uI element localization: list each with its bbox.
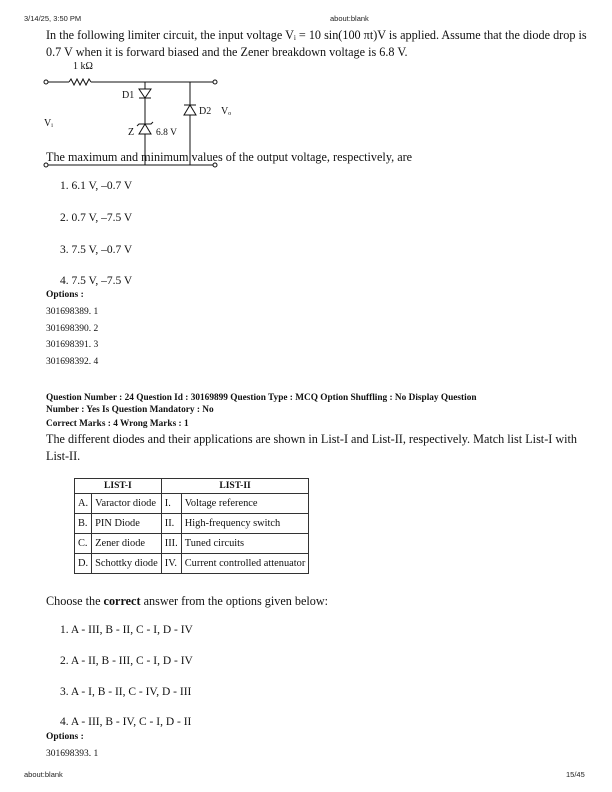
vin-label: Vᵢ bbox=[44, 118, 53, 129]
q23-options-label: Options : bbox=[46, 290, 84, 300]
q24-choice-4: 4. A - III, B - IV, C - I, D - II bbox=[60, 716, 192, 728]
q23-choice-4: 4. 7.5 V, –7.5 V bbox=[60, 275, 133, 287]
d2-diode-symbol bbox=[184, 105, 196, 115]
q24-option-id-1: 301698393. 1 bbox=[46, 749, 99, 759]
output-terminal-top bbox=[213, 80, 217, 84]
q24-stem: The different diodes and their applications are shown in List-I and List-II, respectively. Match list List-I with List-II. bbox=[46, 432, 578, 463]
resistor-label: 1 kΩ bbox=[73, 62, 93, 72]
table-row bbox=[75, 514, 309, 534]
q23-choice-2: 2. 0.7 V, –7.5 V bbox=[60, 212, 133, 224]
table-row bbox=[75, 534, 309, 554]
resistor-symbol bbox=[69, 79, 91, 85]
q24-meta bbox=[46, 392, 591, 416]
q23-option-id-3: 301698391. 3 bbox=[46, 340, 99, 350]
print-datetime: 3/14/25, 3:50 PM bbox=[24, 14, 82, 23]
table-row bbox=[75, 554, 309, 574]
row-numeral: III. bbox=[161, 534, 181, 554]
table-header-row bbox=[75, 479, 309, 494]
q24-meta-line2: Number : Yes Is Question Mandatory : No bbox=[46, 405, 214, 415]
list2-header: LIST-II bbox=[161, 479, 309, 494]
row-key: A. bbox=[75, 494, 92, 514]
q23-option-id-1: 301698389. 1 bbox=[46, 307, 99, 317]
q24-choice-3: 3. A - I, B - II, C - IV, D - III bbox=[60, 686, 192, 698]
row-key: B. bbox=[75, 514, 92, 534]
page-number: 15/45 bbox=[566, 770, 585, 779]
d2-label: D2 bbox=[199, 106, 212, 117]
row-numeral: I. bbox=[161, 494, 181, 514]
footer-url: about:blank bbox=[24, 770, 63, 779]
q24-choice-1: 1. A - III, B - II, C - I, D - IV bbox=[60, 624, 193, 636]
q23-stem: In the following limiter circuit, the input voltage Vᵢ = 10 sin(100 πt)V is applied. Assume that the diode drop is 0.7 V when it is forward biased and the Zener breakdown voltage is 6.8 V. bbox=[46, 28, 587, 59]
zener-diode-symbol bbox=[139, 124, 151, 134]
row-numeral: IV. bbox=[161, 554, 181, 574]
list1-item: Varactor diode bbox=[92, 494, 162, 514]
row-key: C. bbox=[75, 534, 92, 554]
q24-choice-2: 2. A - II, B - III, C - I, D - IV bbox=[60, 655, 193, 667]
q24-marks: Correct Marks : 4 Wrong Marks : 1 bbox=[46, 419, 189, 429]
list1-item: Zener diode bbox=[92, 534, 162, 554]
row-key: D. bbox=[75, 554, 92, 574]
q23-option-id-2: 301698390. 2 bbox=[46, 324, 99, 334]
list2-item: Voltage reference bbox=[181, 494, 309, 514]
table-row bbox=[75, 494, 309, 514]
match-table bbox=[74, 478, 309, 574]
list1-item: PIN Diode bbox=[92, 514, 162, 534]
q23-option-id-4: 301698392. 4 bbox=[46, 357, 99, 367]
q23-choice-1: 1. 6.1 V, –0.7 V bbox=[60, 180, 133, 192]
q24-meta-line1: Question Number : 24 Question Id : 30169899 Question Type : MCQ Option Shuffling : No Display Question bbox=[46, 393, 477, 403]
zener-label: Z bbox=[128, 127, 135, 138]
list2-item: High-frequency switch bbox=[181, 514, 309, 534]
q23-question: The maximum and minimum values of the output voltage, respectively, are bbox=[46, 150, 413, 164]
q24-instruction: Choose the correct answer from the options given below: bbox=[46, 594, 329, 608]
row-numeral: II. bbox=[161, 514, 181, 534]
d1-diode-symbol bbox=[139, 89, 151, 98]
q23-choice-3: 3. 7.5 V, –0.7 V bbox=[60, 244, 133, 256]
list2-item: Tuned circuits bbox=[181, 534, 309, 554]
q24-options-label: Options : bbox=[46, 732, 84, 742]
print-url: about:blank bbox=[330, 14, 369, 23]
input-terminal-top bbox=[44, 80, 48, 84]
zener-voltage-label: 6.8 V bbox=[156, 128, 177, 138]
vout-label: Vₒ bbox=[221, 106, 232, 117]
list1-item: Schottky diode bbox=[92, 554, 162, 574]
d1-label: D1 bbox=[122, 90, 135, 101]
list1-header: LIST-I bbox=[75, 479, 162, 494]
list2-item: Current controlled attenuator bbox=[181, 554, 309, 574]
